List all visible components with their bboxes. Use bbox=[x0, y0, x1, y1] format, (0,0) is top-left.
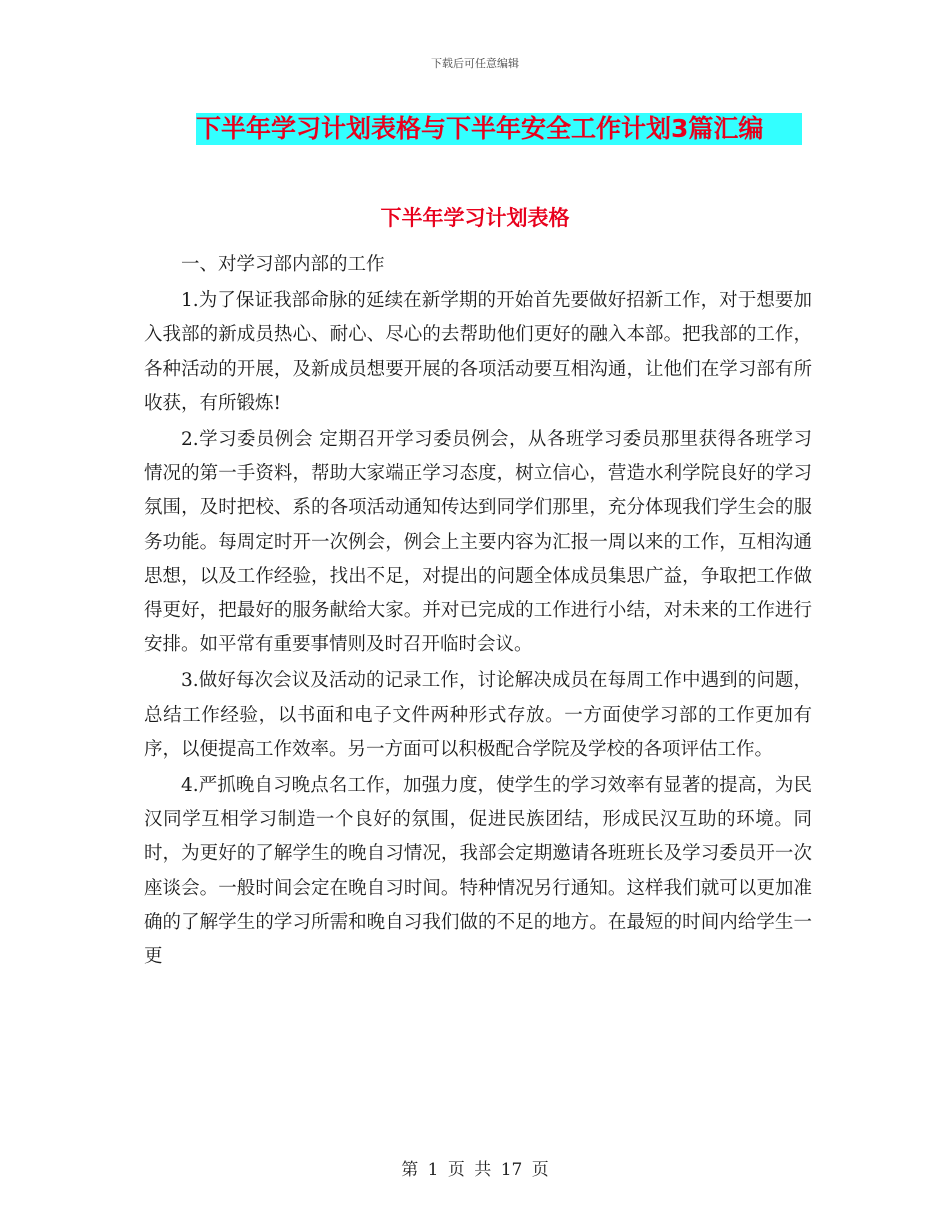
body-text bbox=[144, 248, 812, 974]
paragraph-1: 1.为了保证我部命脉的延续在新学期的开始首先要做好招新工作，对于想要加入我部的新成员热心、耐心、尽心的去帮助他们更好的融入本部。把我部的工作，各种活动的开展，及新成员想要开展的各项活动要互相沟通，让他们在学习部有所收获，有所锻炼! bbox=[144, 290, 812, 414]
paragraph-3: 3.做好每次会议及活动的记录工作，讨论解决成员在每周工作中遇到的问题，总结工作经验，以书面和电子文件两种形式存放。一方面使学习部的工作更加有序，以便提高工作效率。另一方面可以积极配合学院及学校的各项评估工作。 bbox=[144, 670, 812, 760]
header-note: 下载后可任意编辑 bbox=[431, 57, 519, 70]
section-title: 下半年学习计划表格 bbox=[380, 206, 570, 230]
document-title: 下半年学习计划表格与下半年安全工作计划3篇汇编 bbox=[196, 113, 802, 145]
heading-paragraph: 一、对学习部内部的工作 bbox=[181, 254, 385, 275]
paragraph-4: 4.严抓晚自习晚点名工作，加强力度，使学生的学习效率有显著的提高，为民汉同学互相学习制造一个良好的氛围，促进民族团结，形成民汉互助的环境。同时，为更好的了解学生的晚自习情况，我部会定期邀请各班班长及学习委员开一次座谈会。一般时间会定在晚自习时间。特种情况另行通知。这样我们就可以更加准确的了解学生的学习所需和晚自习我们做的不足的地方。在最短的时间内给学生一更 bbox=[144, 775, 812, 968]
paragraph-2: 2.学习委员例会 定期召开学习委员例会，从各班学习委员那里获得各班学习情况的第一手资料，帮助大家端正学习态度，树立信心，营造水利学院良好的学习氛围，及时把校、系的各项活动通知传达到同学们那里，充分体现我们学生会的服务功能。每周定时开一次例会，例会上主要内容为汇报一周以来的工作，互相沟通思想，以及工作经验，找出不足，对提出的问题全体成员集思广益，争取把工作做得更好，把最好的服务献给大家。并对已完成的工作进行小结，对未来的工作进行安排。如平常有重要事情则及时召开临时会议。 bbox=[144, 429, 812, 656]
page-footer: 第 1 页 共 17 页 bbox=[401, 1160, 549, 1180]
